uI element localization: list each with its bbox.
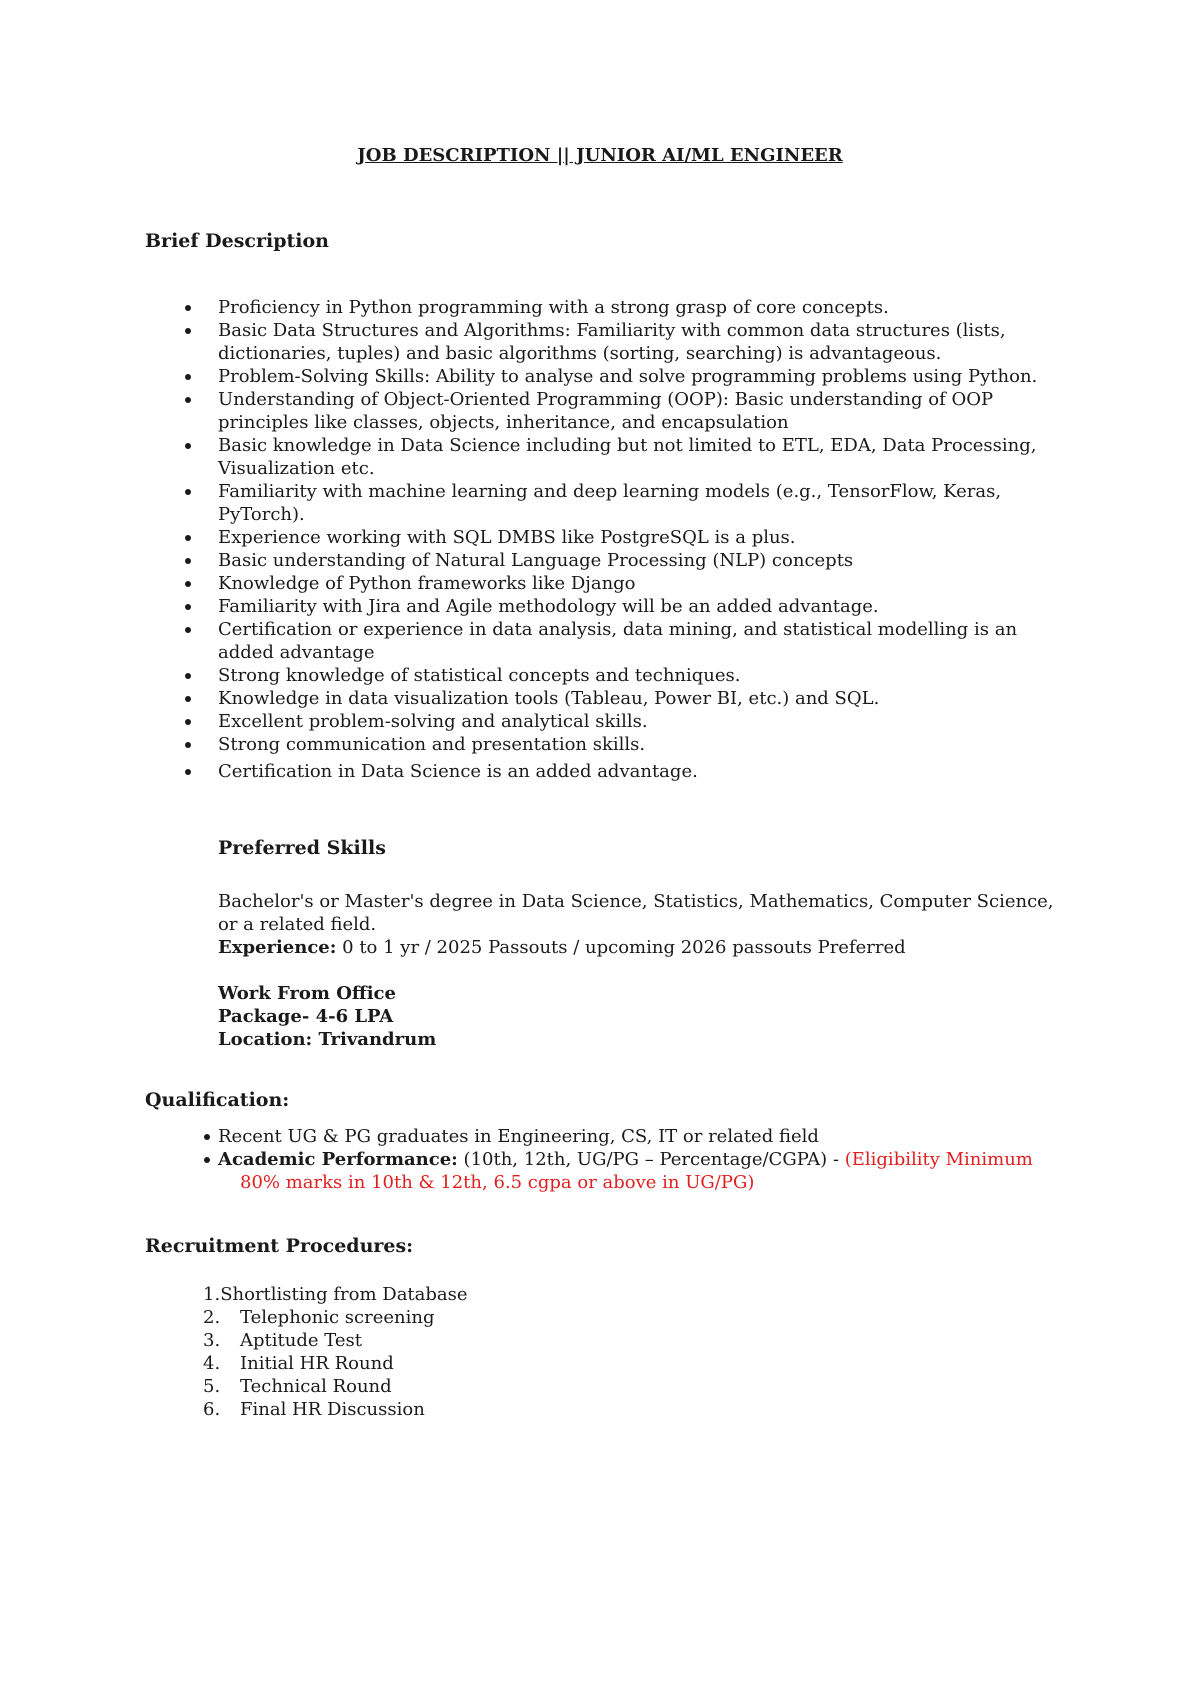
recruitment-heading: Recruitment Procedures: <box>145 1235 414 1257</box>
academic-performance-text: (10th, 12th, UG/PG – Percentage/CGPA) - <box>463 1149 839 1170</box>
step-text: Telephonic screening <box>240 1307 435 1328</box>
step-number: 6. <box>203 1399 221 1420</box>
list-item: Familiarity with Jira and Agile methodology will be an added advantage. <box>145 595 1075 618</box>
list-item: Basic Data Structures and Algorithms: Familiarity with common data structures (lists, dictionaries, tuples) and basic algorithms (sorting, searching) is advantageous. <box>145 319 1075 365</box>
preferred-skills-heading: Preferred Skills <box>218 837 386 859</box>
list-item: Certification in Data Science is an added advantage. <box>145 760 1075 783</box>
qualification-heading: Qualification: <box>145 1089 290 1111</box>
step-text: Technical Round <box>240 1376 392 1397</box>
step-number: 1. <box>203 1284 221 1305</box>
list-item: Strong communication and presentation skills. <box>145 733 1075 756</box>
work-mode: Work From Office <box>218 983 396 1004</box>
package: Package- 4-6 LPA <box>218 1006 394 1027</box>
step-number: 4. <box>203 1353 221 1374</box>
step-text: Final HR Discussion <box>240 1399 425 1420</box>
step-text: Shortlisting from Database <box>220 1284 468 1305</box>
list-item <box>203 1306 468 1329</box>
list-item <box>203 1352 468 1375</box>
experience-label: Experience: <box>218 937 337 958</box>
step-text: Initial HR Round <box>240 1353 394 1374</box>
list-item: Problem-Solving Skills: Ability to analyse and solve programming problems using Python. <box>145 365 1075 388</box>
step-number: 5. <box>203 1376 221 1397</box>
recruitment-steps <box>203 1283 468 1421</box>
list-item: Basic knowledge in Data Science including but not limited to ETL, EDA, Data Processing, Visualization etc. <box>145 434 1075 480</box>
list-item <box>203 1375 468 1398</box>
step-number: 3. <box>203 1330 221 1351</box>
eligibility-note-end: 80% marks in 10th & 12th, 6.5 cgpa or above in UG/PG) <box>240 1172 755 1193</box>
list-item: Knowledge of Python frameworks like Django <box>145 572 1075 595</box>
experience-value: 0 to 1 yr / 2025 Passouts / upcoming 2026 passouts Preferred <box>342 937 906 958</box>
location: Location: Trivandrum <box>218 1029 437 1050</box>
preferred-degree-text: Bachelor's or Master's degree in Data Science, Statistics, Mathematics, Computer Science, or a related field. <box>218 891 1054 935</box>
list-item <box>203 1283 468 1306</box>
list-item <box>200 1148 1080 1194</box>
qualification-list <box>200 1125 1080 1194</box>
step-text: Aptitude Test <box>240 1330 362 1351</box>
list-item: Strong knowledge of statistical concepts and techniques. <box>145 664 1075 687</box>
list-item: Proficiency in Python programming with a strong grasp of core concepts. <box>145 296 1075 319</box>
step-number: 2. <box>203 1307 221 1328</box>
list-item: Familiarity with machine learning and deep learning models (e.g., TensorFlow, Keras, PyTorch). <box>145 480 1075 526</box>
list-item <box>203 1398 468 1421</box>
eligibility-note-start: (Eligibility Minimum <box>844 1149 1033 1170</box>
academic-performance-label: Academic Performance: <box>218 1149 458 1170</box>
document-title: JOB DESCRIPTION || JUNIOR AI/ML ENGINEER <box>357 145 843 166</box>
list-item: Knowledge in data visualization tools (Tableau, Power BI, etc.) and SQL. <box>145 687 1075 710</box>
experience-line <box>218 936 1078 959</box>
brief-description-heading: Brief Description <box>145 230 329 252</box>
brief-description-list <box>145 296 1075 783</box>
list-item: Excellent problem-solving and analytical skills. <box>145 710 1075 733</box>
list-item: Basic understanding of Natural Language Processing (NLP) concepts <box>145 549 1075 572</box>
list-item: Certification or experience in data analysis, data mining, and statistical modelling is an added advantage <box>145 618 1075 664</box>
list-item: Understanding of Object-Oriented Programming (OOP): Basic understanding of OOP principles like classes, objects, inheritance, and encapsulation <box>145 388 1075 434</box>
list-item: Experience working with SQL DMBS like PostgreSQL is a plus. <box>145 526 1075 549</box>
list-item <box>203 1329 468 1352</box>
list-item: Recent UG & PG graduates in Engineering, CS, IT or related field <box>200 1125 1080 1148</box>
